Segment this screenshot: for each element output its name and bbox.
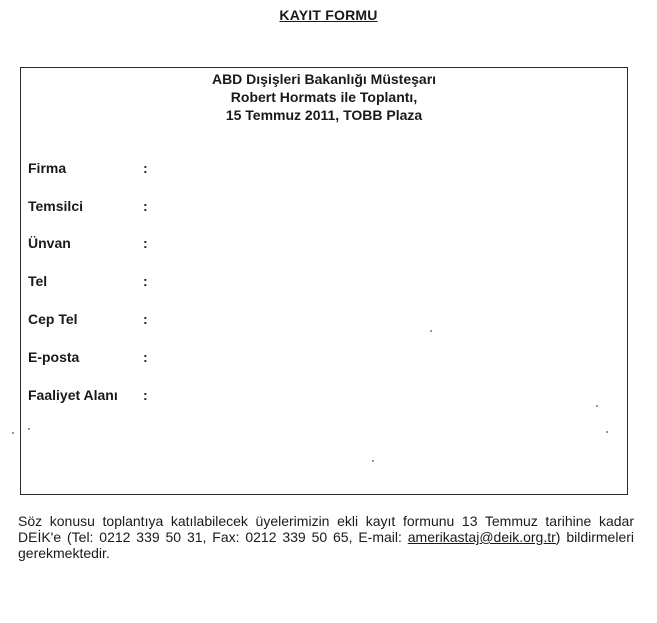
field-label-e-posta: E-posta <box>28 349 80 365</box>
footer-text-before: Söz konusu toplantıya katılabilecek üyelerimizin ekli kayıt formunu 13 Temmuz tarihine kadar DEİK'e (Tel: 0212 339 50 31, Fax: 0212 339 50 65, E-mail: <box>18 513 634 545</box>
field-colon: : <box>143 198 148 214</box>
heading-line-2: Robert Hormats ile Toplantı, <box>230 89 418 105</box>
contact-email-link[interactable]: amerikastaj@deik.org.tr <box>407 529 556 545</box>
field-colon: : <box>143 273 148 289</box>
scan-speck <box>606 431 608 433</box>
field-colon: : <box>143 160 148 176</box>
field-label-cep-tel: Cep Tel <box>28 311 78 327</box>
field-colon: : <box>143 311 148 327</box>
field-colon: : <box>143 235 148 251</box>
field-label-unvan: Ünvan <box>28 235 71 251</box>
field-colon: : <box>143 387 148 403</box>
scan-speck <box>372 460 374 462</box>
heading-line-3: 15 Temmuz 2011, TOBB Plaza <box>225 107 423 123</box>
field-label-faaliyet-alani: Faaliyet Alanı <box>28 387 118 403</box>
scan-speck <box>596 405 598 407</box>
footer-note <box>18 513 634 561</box>
scan-speck <box>28 428 30 430</box>
field-colon: : <box>143 349 148 365</box>
scan-speck <box>430 330 432 332</box>
footer-text-after: ) bildirmeleri gerekmektedir. <box>18 529 634 561</box>
field-label-firma: Firma <box>28 160 67 176</box>
heading-line-1: ABD Dışişleri Bakanlığı Müsteşarı <box>211 71 437 87</box>
page-title: KAYIT FORMU <box>279 7 378 23</box>
scan-speck <box>12 432 14 434</box>
field-label-temsilci: Temsilci <box>28 198 83 214</box>
registration-form-box <box>20 67 628 495</box>
meeting-heading <box>21 70 627 124</box>
field-label-tel: Tel <box>28 273 48 289</box>
